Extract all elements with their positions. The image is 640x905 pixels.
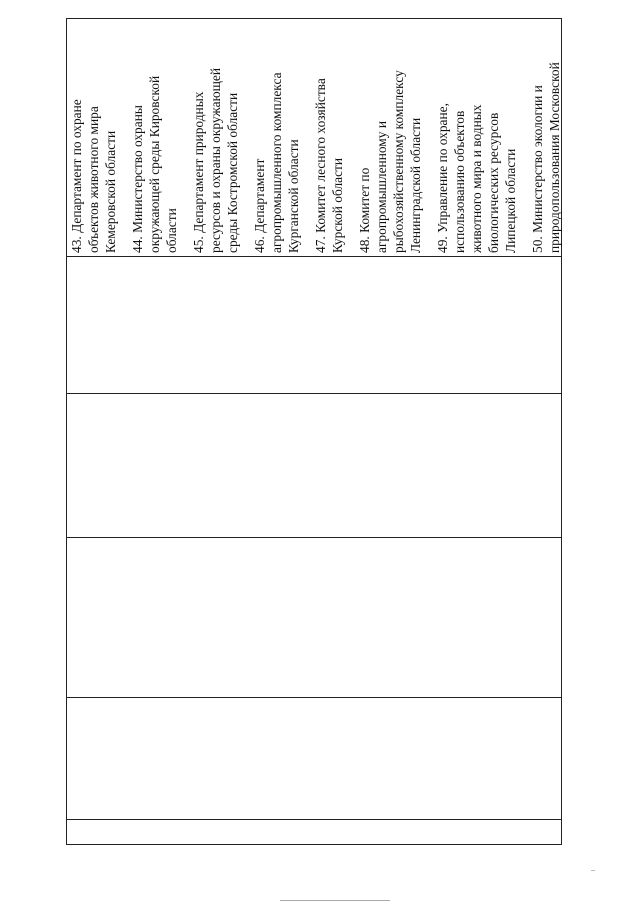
list-item [251, 20, 302, 253]
entry-line: 46. Департамент [252, 158, 267, 253]
entry-line: животного мира и водных [469, 104, 484, 253]
row-divider [66, 819, 562, 820]
entry-line: биологических ресурсов [486, 112, 501, 253]
row-divider [66, 256, 562, 257]
organizations-cell [66, 18, 562, 256]
list-item [190, 20, 241, 253]
list-item [312, 20, 346, 253]
entry-line: 48. Комитет по [357, 167, 372, 253]
list-item [529, 20, 562, 253]
entry-line: агропромышленного комплекса [269, 72, 284, 253]
entry-line: области [164, 208, 179, 253]
entry-line: Курской области [330, 157, 345, 253]
row-divider [66, 393, 562, 394]
entry-line: 50. Министерство экологии и [530, 85, 545, 253]
scan-edge [280, 900, 390, 901]
list-item [434, 20, 519, 253]
row-divider [66, 537, 562, 538]
entry-line: ресурсов и охраны окружающей [208, 67, 223, 253]
organizations-list [66, 18, 562, 256]
entry-line: 44. Министерство охраны [130, 105, 145, 253]
list-item [129, 20, 180, 253]
entry-line: среды Костромской области [225, 92, 240, 253]
entry-line: 49. Управление по охране, [435, 103, 450, 253]
entry-line: объектов животного мира [86, 106, 101, 253]
list-item [68, 20, 119, 253]
entry-line: Ленинградской области [408, 117, 423, 253]
entry-line: 47. Комитет лесного хозяйства [313, 78, 328, 253]
entry-line: рыбохозяйственному комплексу [391, 70, 406, 253]
entry-line: окружающей среды Кировской [147, 75, 162, 253]
entry-line: 43. Департамент по охране [69, 99, 84, 253]
entry-line: Кемеровской области [103, 130, 118, 253]
entry-line: природопользования Московской [547, 62, 562, 253]
entry-line: агропромышленному и [374, 121, 389, 253]
row-divider [66, 697, 562, 698]
scan-artifact [591, 870, 595, 871]
list-item [356, 20, 424, 253]
entry-line: Липецкой области [503, 148, 518, 253]
entry-line: использованию объектов [452, 110, 467, 253]
entry-line: 45. Департамент природных [191, 91, 206, 253]
entry-line: Курганской области [286, 139, 301, 253]
